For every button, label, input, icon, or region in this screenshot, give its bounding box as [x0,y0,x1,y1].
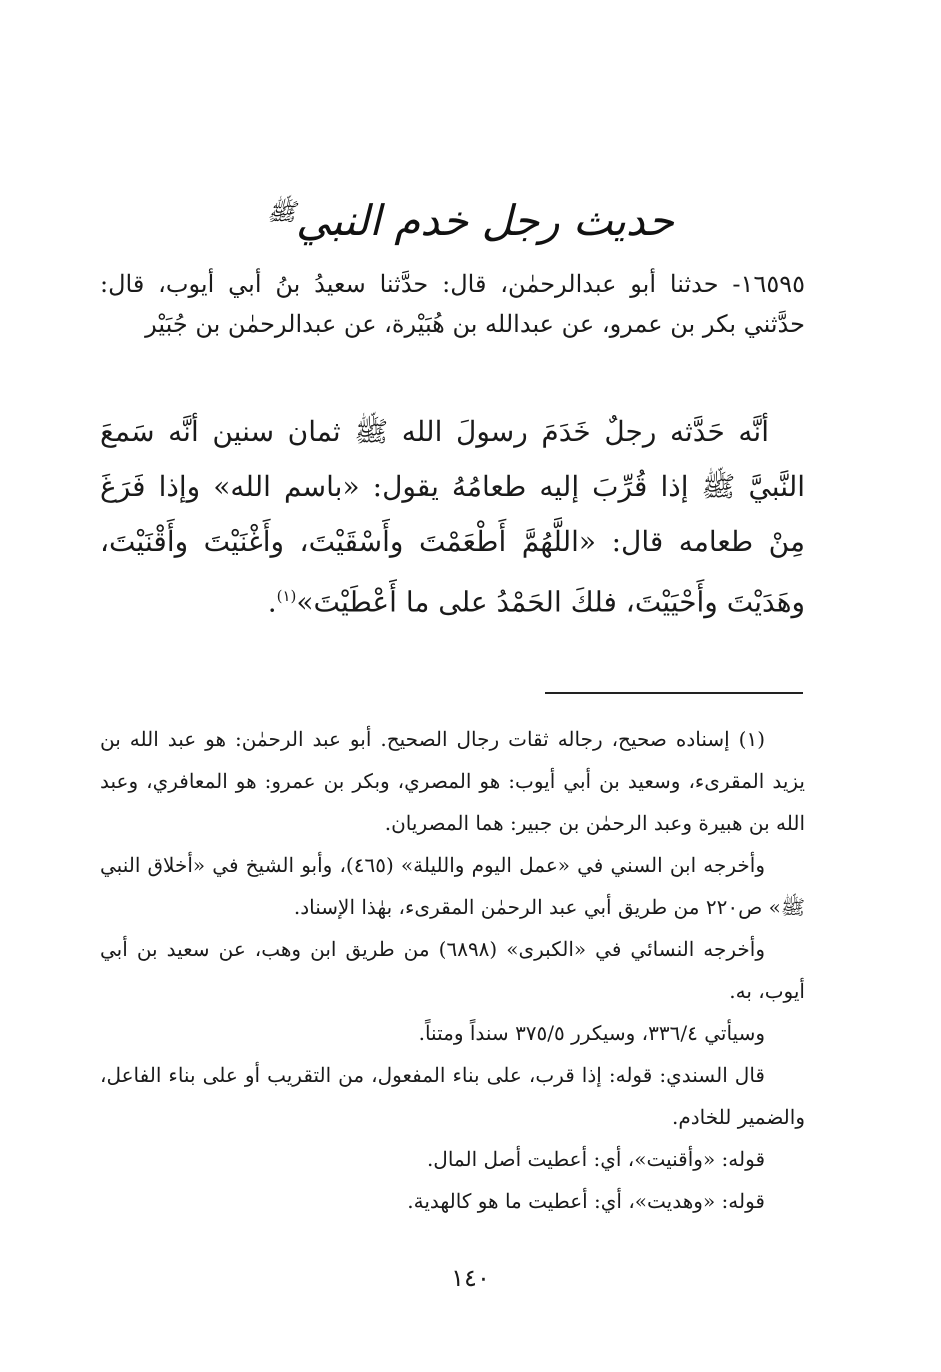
matn-text: أنَّه حَدَّثه رجلٌ خَدَمَ رسولَ الله ﷺ ثمان سنين أنَّه سَمعَ النَّبيَّ ﷺ إذا قُرِّبَ إليه طعامُهُ يقول: «باسم الله» وإذا فَرَغَ مِنْ طعامه قال: «اللَّهُمَّ أَطْعَمْتَ وأَسْقَيْتَ، وأَغْنَيْتَ وأَقْنَيْتَ، وهَدَيْتَ وأَحْيَيْتَ، فلكَ الحَمْدُ على ما أَعْطَيْتَ» [100,415,805,619]
isnad-text: ١٦٥٩٥- حدثنا أبو عبدالرحمٰن، قال: حدَّثنا سعيدُ بنُ أبي أيوب، قال: حدَّثني بكر بن عمرو، عن عبدالله بن هُبَيْرة، عن عبدالرحمٰن بن جُبَيْر [100,270,805,338]
hadith-isnad [100,264,805,344]
footnote-marker: (١) [276,587,297,605]
footnote-paragraph: وسيأتي ٣٣٦/٤، وسيكرر ٣٧٥/٥ سنداً ومتناً. [418,1021,765,1045]
footnote-paragraph: وأخرجه النسائي في «الكبرى» (٦٨٩٨) من طريق ابن وهب، عن سعيد بن أبي أيوب، به. [100,937,805,1003]
footnote-paragraph: (١) إسناده صحيح، رجاله ثقات رجال الصحيح. أبو عبد الرحمٰن: هو عبد الله بن يزيد المقرىء، وسعيد بن أبي أيوب: هو المصري، وبكر بن عمرو: هو المعافري، وعبد الله بن هبيرة وعبد الرحمٰن بن جبير: هما المصريان. [100,727,805,835]
footnotes [100,718,805,1222]
footnote-paragraph: قوله: «وأقنيت»، أي: أعطيت أصل المال. [426,1147,765,1171]
footnote-paragraph: قال السندي: قوله: إذا قرب، على بناء المفعول، من التقريب أو على بناء الفاعل، والضمير للخادم. [100,1063,805,1129]
hadith-heading [0,182,941,251]
honorific-glyph: ﷺ [267,198,297,226]
footnote-paragraph: وأخرجه ابن السني في «عمل اليوم والليلة» (٤٦٥)، وأبو الشيخ في «أخلاق النبي ﷺ» ص٢٢٠ من طريق أبي عبد الرحمٰن المقرىء، بهٰذا الإسناد. [100,853,805,919]
hadith-matn [100,404,805,629]
matn-paragraph [100,404,805,629]
heading-title: حديث رجل خدم النبي [296,196,674,245]
footnote-paragraph: قوله: «وهديت»، أي: أعطيت ما هو كالهدية. [407,1189,765,1213]
page-number: ١٤٠ [451,1264,490,1292]
footnote-divider [545,692,803,694]
matn-end: . [267,585,277,619]
